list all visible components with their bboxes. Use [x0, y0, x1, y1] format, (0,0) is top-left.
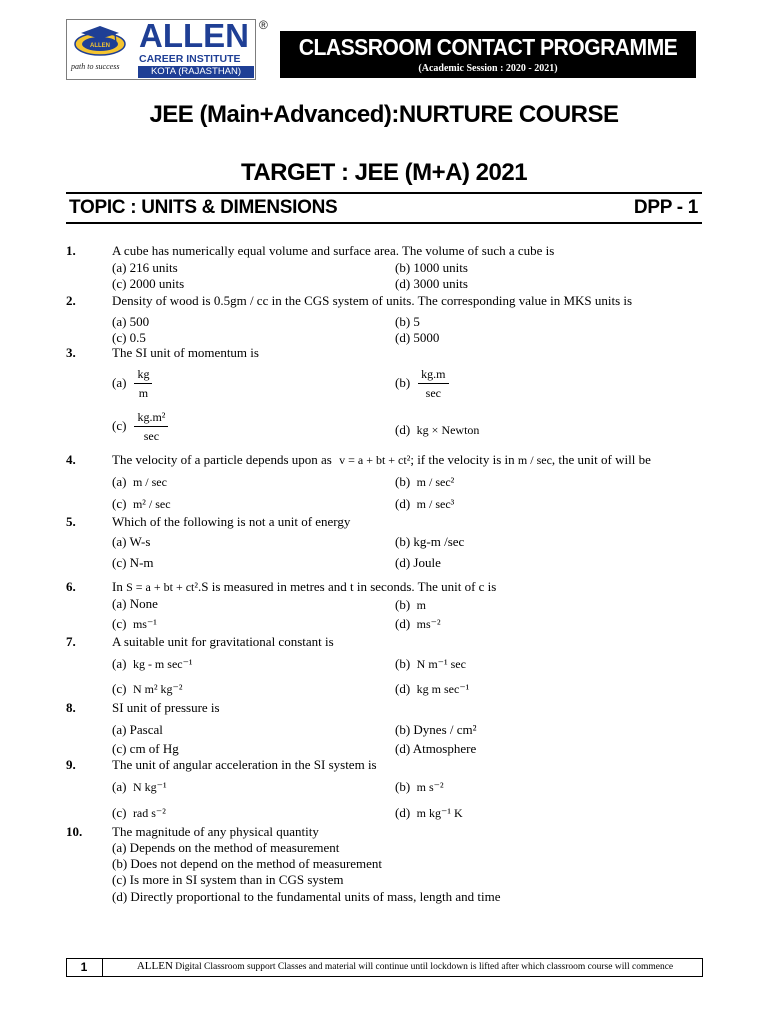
option-a: (a) Depends on the method of measurement — [112, 840, 340, 855]
question-text: SI unit of pressure is — [112, 700, 220, 715]
question-number: 8. — [66, 700, 76, 715]
academic-session: (Academic Session : 2020 - 2021) — [418, 63, 558, 74]
option-b: (b) 5 — [395, 314, 420, 329]
question-number: 3. — [66, 345, 76, 360]
option-c: (c) 2000 units — [112, 276, 185, 291]
option-c: (c) N-m — [112, 555, 154, 570]
option-b: (b) 1000 units — [395, 260, 468, 275]
question-text: The magnitude of any physical quantity — [112, 824, 319, 839]
option-d: (d) 3000 units — [395, 276, 468, 291]
option-b: (b) kg-m /sec — [395, 534, 465, 549]
topic-rule-bottom — [66, 222, 702, 224]
fraction: $\frac{\text{kg.m²}}{\sec}$ — [134, 410, 168, 444]
question-number: 6. — [66, 579, 76, 594]
option-a: (a) W-s — [112, 534, 151, 549]
topic-title: TOPIC : UNITS & DIMENSIONS — [69, 197, 338, 218]
question-text: The velocity of a particle depends upon as v = a + bt + ct²; if the velocity is in m / sec, the unit of will be — [112, 452, 651, 467]
option-d: (d) kg × Newton — [395, 422, 480, 437]
option-d: (d) kg m sec⁻¹ — [395, 681, 470, 696]
option-d: (d) Joule — [395, 555, 441, 570]
option-c: (c) $\frac{\text{kg.m²}}{\sec}$ — [112, 410, 168, 444]
option-d: (d) Atmosphere — [395, 741, 477, 756]
question-text: The unit of angular acceleration in the SI system is — [112, 757, 377, 772]
option-a: (a) None — [112, 596, 158, 611]
option-d: (d) m / sec³ — [395, 496, 455, 511]
question-text: The SI unit of momentum is — [112, 345, 259, 360]
option-b: (b) Does not depend on the method of measurement — [112, 856, 383, 871]
option-c: (c) rad s⁻² — [112, 805, 166, 820]
question-text: Which of the following is not a unit of energy — [112, 514, 351, 529]
option-a: (a) Pascal — [112, 722, 163, 737]
option-c: (c) m² / sec — [112, 496, 171, 511]
option-c: (c) N m² kg⁻² — [112, 681, 183, 696]
option-b: (b) m — [395, 597, 427, 612]
question-number: 10. — [66, 824, 83, 839]
question-text: A suitable unit for gravitational constant is — [112, 634, 334, 649]
option-a: (a) $\frac{kg}{m}$ — [112, 367, 152, 401]
option-d: (d) ms⁻² — [395, 616, 441, 631]
option-b: (b) m / sec² — [395, 474, 455, 489]
option-c: (c) ms⁻¹ — [112, 616, 157, 631]
course-title: JEE (Main+Advanced):NURTURE COURSE — [149, 101, 619, 128]
logo-name: ALLEN — [139, 17, 249, 54]
question-text: Density of wood is 0.5gm / cc in the CGS system of units. The corresponding value in MKS units is — [112, 293, 633, 308]
option-c: (c) cm of Hg — [112, 741, 179, 756]
graduation-cap-emblem-icon — [71, 24, 129, 57]
option-c: (c) Is more in SI system than in CGS system — [112, 872, 344, 887]
option-c: (c) 0.5 — [112, 330, 146, 345]
option-b: (b) $\frac{kg.m}{\sec}$ — [395, 367, 449, 401]
question-text: A cube has numerically equal volume and surface area. The volume of such a cube is — [112, 243, 555, 258]
question-number: 5. — [66, 514, 76, 529]
question-text: In S = a + bt + ct².S is measured in metres and t in seconds. The unit of c is — [112, 579, 497, 594]
option-a: (a) kg - m sec⁻¹ — [112, 656, 193, 671]
logo-subtitle: CAREER INSTITUTE — [139, 53, 241, 65]
question-number: 1. — [66, 243, 76, 258]
page-number: 1 — [66, 958, 103, 977]
programme-banner — [280, 31, 696, 78]
option-b: (b) N m⁻¹ sec — [395, 656, 466, 671]
question-number: 2. — [66, 293, 76, 308]
fraction: $\frac{kg.m}{\sec}$ — [418, 367, 448, 401]
dpp-number: DPP - 1 — [633, 197, 698, 218]
footer-text: Digital Classroom support Classes and material will continue until lockdown is lifted after which classroom course will commence — [172, 962, 674, 972]
option-b: (b) Dynes / cm² — [395, 722, 477, 737]
option-b: (b) m s⁻² — [395, 779, 444, 794]
target-title: TARGET : JEE (M+A) 2021 — [240, 159, 528, 186]
logo-tagline: path to success — [71, 62, 120, 71]
option-a: (a) N kg⁻¹ — [112, 779, 167, 794]
footer-note — [110, 958, 700, 977]
option-d: (d) Directly proportional to the fundamental units of mass, length and time — [112, 889, 501, 904]
footer-brand: ALLEN — [136, 960, 173, 972]
question-number: 4. — [66, 452, 76, 467]
allen-logo — [66, 19, 256, 80]
option-a: (a) 500 — [112, 314, 150, 329]
option-a: (a) m / sec — [112, 474, 167, 489]
registered-mark: ® — [259, 18, 268, 32]
logo-location: KOTA (RAJASTHAN) — [138, 66, 254, 78]
programme-title: CLASSROOM CONTACT PROGRAMME — [298, 34, 678, 60]
fraction: $\frac{kg}{m}$ — [134, 367, 152, 401]
option-a: (a) 216 units — [112, 260, 178, 275]
question-number: 9. — [66, 757, 76, 772]
svg-text:ALLEN: ALLEN — [90, 43, 110, 49]
topic-rule-top — [66, 192, 702, 194]
question-number: 7. — [66, 634, 76, 649]
option-d: (d) 5000 — [395, 330, 440, 345]
option-d: (d) m kg⁻¹ K — [395, 805, 463, 820]
